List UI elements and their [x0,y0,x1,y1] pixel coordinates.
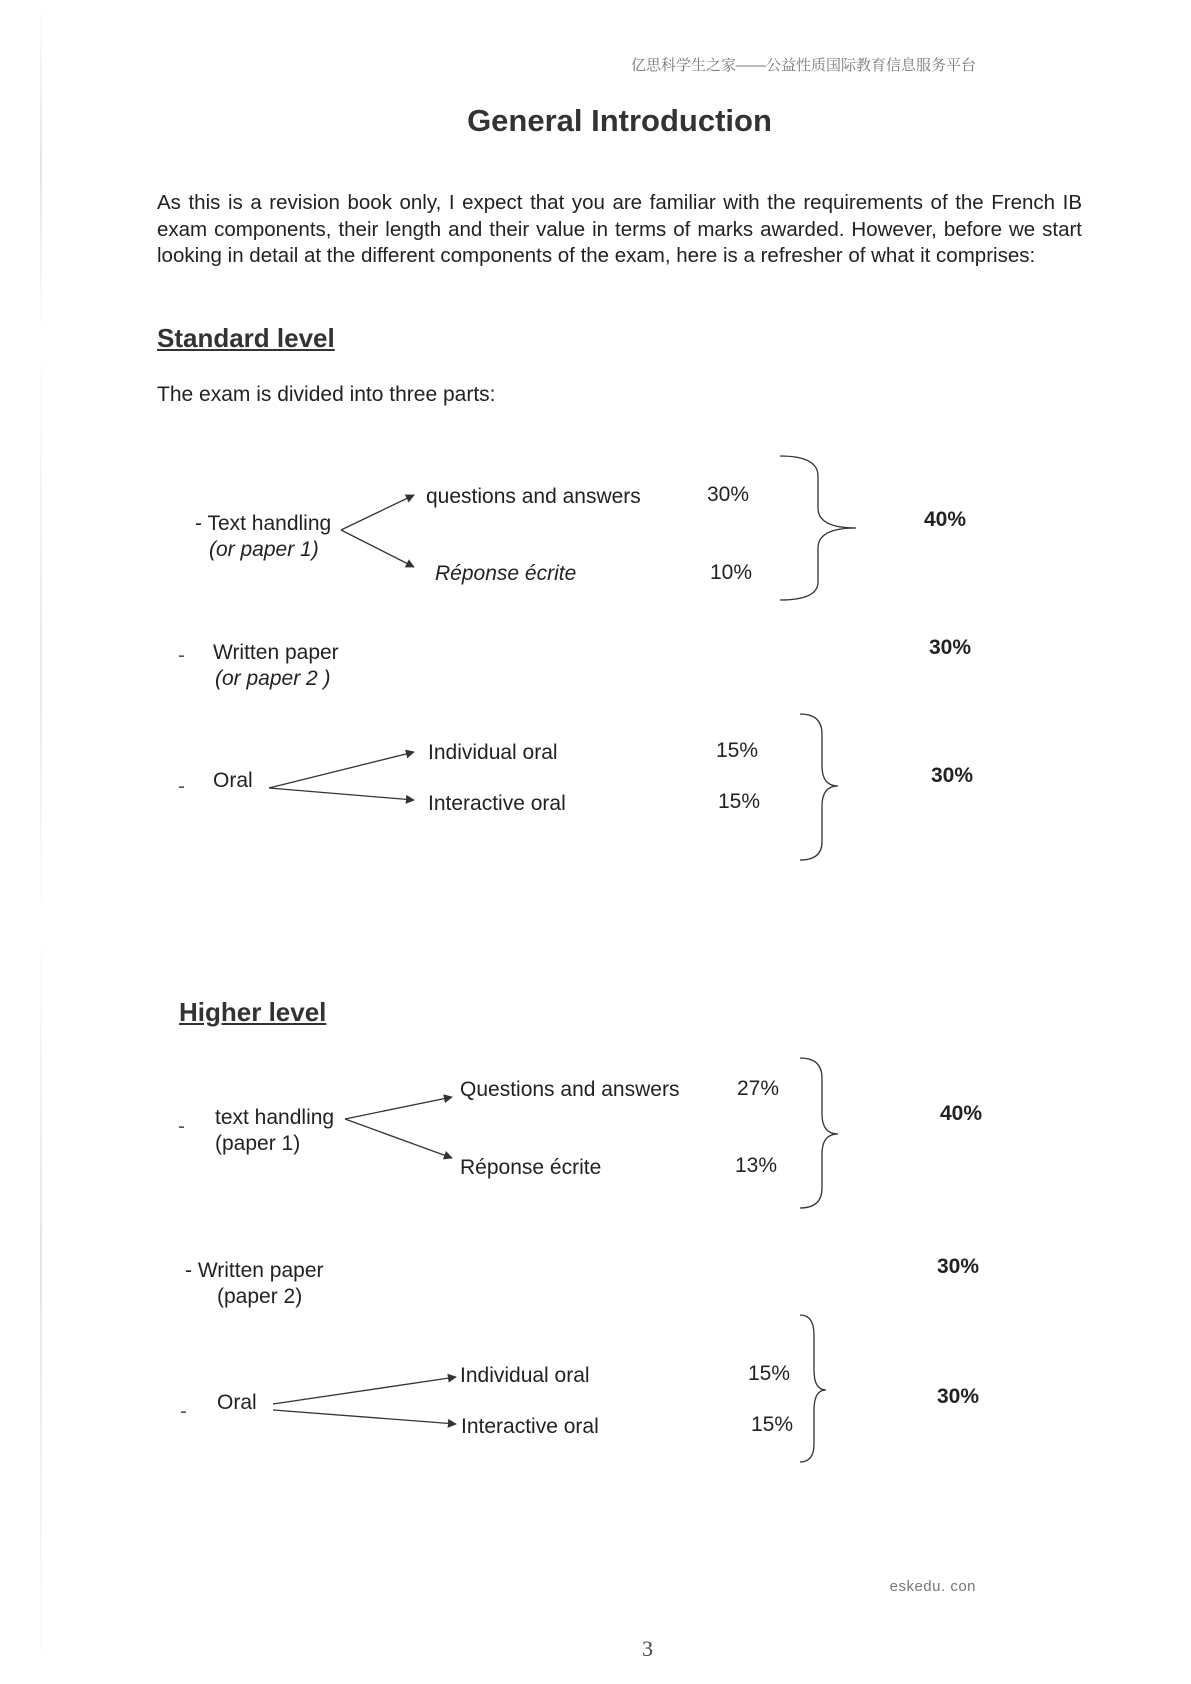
hl-questions-answers-pct: 27% [737,1077,780,1100]
sl-oral-label: Oral [213,769,253,792]
hl-oral-arrow-lower [273,1410,456,1424]
hl-oral-total: 30% [937,1385,980,1408]
hl-text-arrow-upper [345,1097,452,1119]
sl-oral-arrow-lower [269,788,414,800]
hl-questions-answers-label: Questions and answers [460,1078,680,1101]
hl-reponse-ecrite-pct: 13% [735,1154,778,1177]
hl-text-arrow-lower [345,1119,452,1158]
page-title: General Introduction [467,103,772,138]
hl-text-handling-label: text handling [215,1106,335,1129]
higher-level-heading: Higher level [179,997,327,1027]
sl-oral-total: 30% [931,764,974,787]
hl-interactive-oral-pct: 15% [751,1413,794,1436]
sl-oral-dash: - [178,775,185,798]
sl-written-label: Written paper [213,641,339,664]
sl-oral-arrow-upper [269,752,414,788]
sl-oral-brace [800,714,838,860]
sl-written-total: 30% [929,636,972,659]
sl-reponse-ecrite-label: Réponse écrite [435,562,577,585]
hl-individual-oral-label: Individual oral [460,1364,590,1387]
sl-text-handling-total: 40% [924,508,967,531]
standard-lead: The exam is divided into three parts: [157,383,496,406]
header-note: 亿思科学生之家——公益性质国际教育信息服务平台 [630,57,976,74]
sl-written-sub: (or paper 2 ) [215,667,331,690]
hl-written-sub: (paper 2) [217,1285,303,1308]
sl-interactive-oral-label: Interactive oral [428,792,566,815]
sl-written-dash: - [178,644,185,667]
hl-text-brace [800,1058,838,1208]
hl-oral-brace [800,1315,826,1462]
sl-text-brace [780,456,856,600]
sl-questions-answers-label: questions and answers [426,485,641,508]
hl-individual-oral-pct: 15% [748,1362,791,1385]
sl-interactive-oral-pct: 15% [718,790,761,813]
sl-text-arrow-upper [341,495,414,530]
hl-written-total: 30% [937,1255,980,1278]
sl-text-handling-label: - Text handling [195,512,332,535]
intro-paragraph: As this is a revision book only, I expect that you are familiar with the requirements of the French IB exam components, their length and their value in terms of marks awarded. However, before we start looking in detail at the different components of the exam, here is a refresher of what it comprises: [157,191,1082,267]
standard-level-heading: Standard level [157,323,335,353]
hl-oral-arrow-upper [273,1377,456,1404]
hl-text-handling-total: 40% [940,1102,983,1125]
hl-reponse-ecrite-label: Réponse écrite [460,1156,602,1179]
hl-text-handling-sub: (paper 1) [215,1132,301,1155]
hl-written-label: - Written paper [185,1259,324,1282]
sl-text-arrow-lower [341,530,414,567]
sl-text-handling-sub: (or paper 1) [209,538,319,561]
sl-questions-answers-pct: 30% [707,483,750,506]
sl-individual-oral-label: Individual oral [428,741,558,764]
hl-oral-dash: - [180,1400,187,1423]
hl-oral-label: Oral [217,1391,257,1414]
sl-individual-oral-pct: 15% [716,739,759,762]
footer-site: eskedu. con [889,1578,976,1595]
page-number: 3 [642,1636,653,1661]
sl-reponse-ecrite-pct: 10% [710,561,753,584]
hl-interactive-oral-label: Interactive oral [461,1415,599,1438]
hl-text-handling-dash: - [178,1115,185,1138]
